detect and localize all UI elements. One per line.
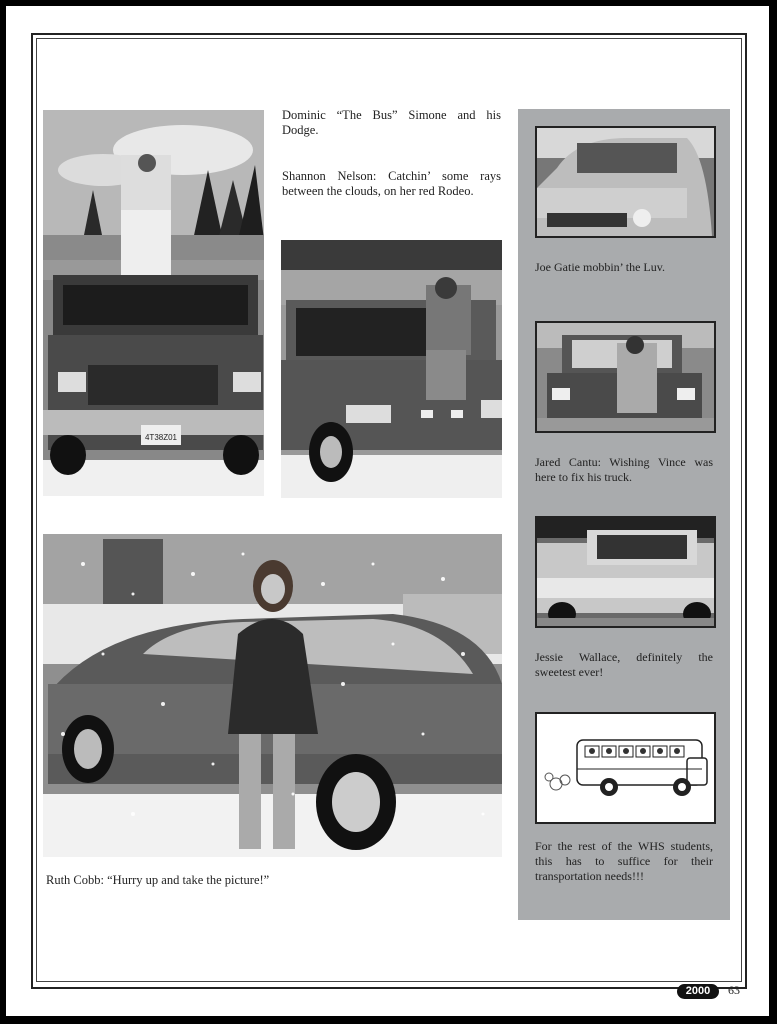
school-bus-icon <box>537 714 714 822</box>
caption-ruth: Ruth Cobb: “Hurry up and take the picture!” <box>46 873 270 887</box>
photo-shannon-rodeo <box>281 240 502 498</box>
photo-jared-truck <box>535 321 716 433</box>
caption-rest-of-students: For the rest of the WHS students, this has to suffice for their transportation needs!!! <box>535 839 713 883</box>
caption-jessie: Jessie Wallace, definitely the sweetest ever! <box>535 650 713 679</box>
photo-jessie-truck <box>535 516 716 628</box>
caption-jared: Jared Cantu: Wishing Vince was here to fix his truck. <box>535 455 713 484</box>
caption-shannon: Shannon Nelson: Catchin’ some rays between the clouds, on her red Rodeo. <box>282 169 501 198</box>
caption-dominic: Dominic “The Bus” Simone and his Dodge. <box>282 108 501 137</box>
photo-dominic-dodge <box>43 110 264 496</box>
year-2000-logo: 2000 <box>677 984 719 999</box>
caption-joe: Joe Gatie mobbin’ the Luv. <box>535 260 665 274</box>
page-number: 63 <box>728 983 740 997</box>
license-plate-text: 4T38Z01 <box>144 433 178 442</box>
bus-cartoon-box <box>535 712 716 824</box>
photo-joe-luv <box>535 126 716 238</box>
photo-ruth-snow <box>43 534 502 857</box>
sidebar-panel <box>518 109 730 920</box>
yearbook-page <box>6 6 769 1016</box>
